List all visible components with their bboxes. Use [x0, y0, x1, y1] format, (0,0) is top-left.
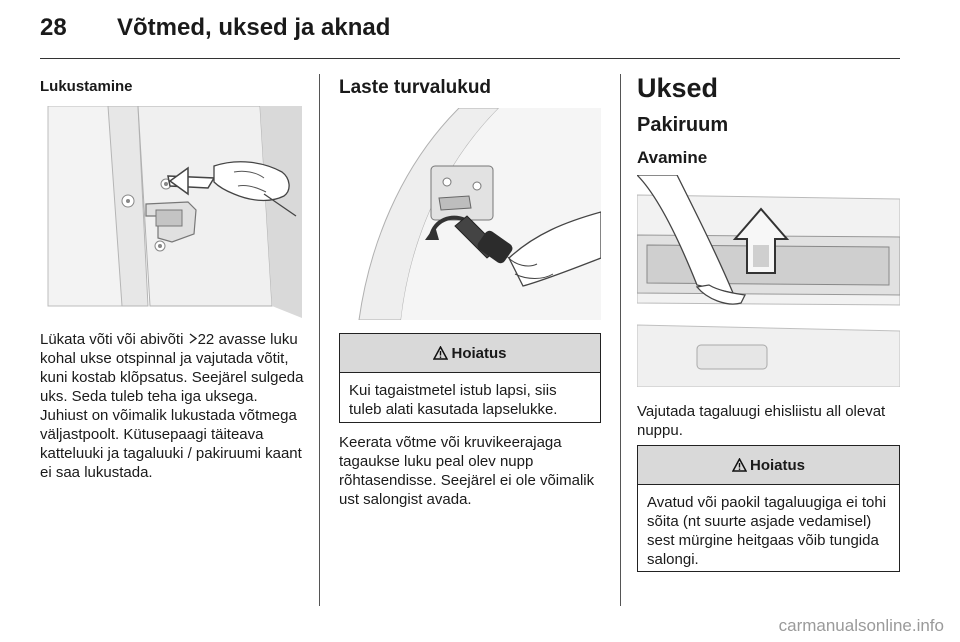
- warning-triangle-icon: [433, 346, 448, 360]
- child-lock-illustration: [339, 108, 601, 320]
- page-reference-arrow-icon: [188, 331, 198, 348]
- tailgate-opening-illustration: [637, 175, 900, 387]
- header-rule: [40, 58, 900, 59]
- warning-title: Hoiatus: [451, 344, 507, 362]
- warning-text: Kui tagaistmetel istub lapsi, siis tuleb alati kasutada lapselukke.: [349, 382, 558, 418]
- section-heading-locking: Lukustamine: [40, 78, 133, 95]
- warning-text: Avatud või paokil tagaluugiga ei tohi sõita (nt suurte asjade vedamisel) sest mürgine heitgaas võib tungida salongi.: [647, 494, 887, 568]
- warning-title: Hoiatus: [749, 456, 805, 474]
- section-heading-doors: Uksed: [637, 73, 719, 103]
- subheading-opening: Avamine: [637, 148, 708, 167]
- section-heading-child-locks: Laste turvalukud: [339, 77, 492, 98]
- warning-header: [340, 334, 600, 373]
- warning-box-child-locks: [339, 333, 601, 423]
- column-divider-1: [319, 74, 320, 606]
- subheading-luggage-compartment: Pakiruum: [637, 114, 729, 136]
- column-divider-2: [620, 74, 621, 606]
- page-number: 28: [40, 14, 67, 41]
- page-title: Võtmed, uksed ja aknad: [117, 14, 391, 41]
- warning-triangle-icon: [732, 458, 747, 472]
- page-reference-link[interactable]: 22: [197, 331, 215, 348]
- warning-header: [638, 446, 899, 485]
- door-lock-illustration: [38, 106, 302, 318]
- child-locks-paragraph: Keerata võtme või kruvikeerajaga tagaukse luku peal olev nupp rõhtasendisse. Seejärel ei ole võimalik ust salongist avada.: [339, 434, 595, 508]
- locking-paragraph: Lükata võti või abivõti 22 avasse luku kohal ukse otspinnal ja vajutada võtit, kuni kostab klõpsatus. Seejärel sulgeda uks. Seda tuleb teha iga uksega. Juhiust on võimalik lukustada võtmega väljastpoolt. Kütusepaagi täiteava katteluuki ja tagaluuki / pakiruumi kaant ei saa lukustada.: [40, 331, 304, 481]
- opening-paragraph: Vajutada tagaluugi ehisliistu all olevat nuppu.: [637, 403, 886, 439]
- footer-watermark: carmanualsonline.info: [778, 616, 944, 635]
- warning-box-tailgate: [637, 445, 900, 572]
